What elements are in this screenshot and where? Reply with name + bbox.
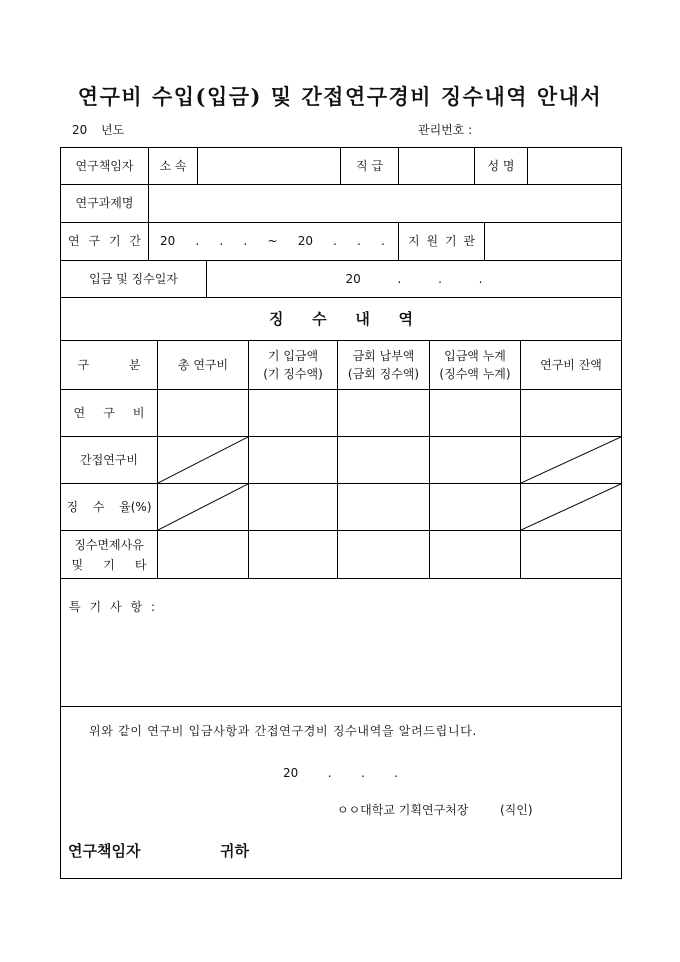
row-indirect-costs-label: 간접연구비 bbox=[80, 452, 138, 467]
table-cell bbox=[338, 484, 430, 531]
remarks-label: 특 기 사 항 : bbox=[69, 600, 155, 614]
researcher-label: 연구책임자 bbox=[75, 158, 134, 173]
table-cell bbox=[430, 484, 521, 531]
header-category: 구 분 bbox=[77, 357, 141, 372]
period-value-cell bbox=[149, 223, 399, 261]
row-collection-rate-label: 징 수 율(%) bbox=[66, 499, 152, 514]
form-table bbox=[60, 147, 622, 879]
section-title: 징 수 내 역 bbox=[269, 309, 413, 328]
table-cell-slashed bbox=[158, 437, 249, 484]
deposit-date-label: 입금 및 징수일자 bbox=[89, 271, 178, 286]
notice-message: 위와 같이 연구비 입금사항과 간접연구경비 징수내역을 알려드립니다. bbox=[89, 724, 478, 738]
affiliation-value-cell bbox=[198, 148, 341, 185]
table-cell bbox=[338, 437, 430, 484]
row-research-funds-label-cell bbox=[61, 390, 158, 437]
header-balance: 연구비 잔액 bbox=[540, 357, 602, 372]
section-title-cell bbox=[61, 298, 622, 341]
table-cell bbox=[249, 437, 338, 484]
affiliation-label: 소 속 bbox=[159, 158, 187, 173]
project-label-cell bbox=[61, 185, 149, 223]
header-cumulative-line1: 입금액 누계 bbox=[444, 349, 506, 363]
header-total: 총 연구비 bbox=[177, 357, 229, 372]
agency-label: 지 원 기 관 bbox=[408, 234, 475, 248]
header-cumulative-cell bbox=[430, 341, 521, 390]
year-prefix: 20 bbox=[72, 123, 88, 137]
row-exemption-line2: 및 기 타 bbox=[71, 557, 147, 572]
header-prior-line2: (기 징수액) bbox=[263, 367, 323, 381]
notice-seal: (직인) bbox=[500, 803, 533, 817]
header-cumulative-line2: (징수액 누계) bbox=[439, 367, 511, 381]
position-label: 직 급 bbox=[356, 158, 383, 173]
table-cell bbox=[249, 531, 338, 579]
management-number-label: 관리번호 : bbox=[418, 123, 473, 137]
row-indirect-costs-label-cell bbox=[61, 437, 158, 484]
notice-issuer: ㅇㅇ대학교 기획연구처장 bbox=[337, 803, 469, 817]
project-label: 연구과제명 bbox=[75, 196, 134, 210]
header-total-cell bbox=[158, 341, 249, 390]
header-prior-line1: 기 입금액 bbox=[267, 349, 319, 363]
year-suffix: 년도 bbox=[101, 123, 125, 137]
header-current-line2: (금회 징수액) bbox=[347, 367, 420, 381]
notice-recipient: 연구책임자 bbox=[68, 842, 141, 860]
table-cell bbox=[158, 390, 249, 437]
table-cell-slashed bbox=[521, 437, 622, 484]
period-label-cell bbox=[61, 223, 149, 261]
deposit-date-label-cell bbox=[61, 261, 207, 298]
agency-label-cell bbox=[399, 223, 485, 261]
table-cell bbox=[158, 531, 249, 579]
notice-date: 20 . . . bbox=[283, 766, 398, 780]
header-current-line1: 금회 납부액 bbox=[352, 349, 415, 363]
deposit-date-value-cell bbox=[207, 261, 622, 298]
table-cell bbox=[249, 390, 338, 437]
name-label: 성 명 bbox=[487, 158, 515, 173]
header-current-cell bbox=[338, 341, 430, 390]
table-cell bbox=[338, 390, 430, 437]
deposit-date-value: 20 . . . bbox=[345, 271, 483, 286]
diagonal-slash bbox=[158, 437, 248, 483]
table-cell bbox=[430, 531, 521, 579]
table-cell bbox=[249, 484, 338, 531]
notice-cell bbox=[61, 707, 622, 879]
remarks-cell bbox=[61, 579, 622, 707]
row-research-funds-label: 연 구 비 bbox=[73, 405, 145, 420]
table-cell bbox=[521, 531, 622, 579]
table-cell bbox=[521, 390, 622, 437]
name-label-cell bbox=[475, 148, 528, 185]
diagonal-slash bbox=[158, 484, 248, 530]
table-cell bbox=[430, 390, 521, 437]
name-value-cell bbox=[528, 148, 622, 185]
period-label: 연 구 기 간 bbox=[68, 234, 141, 248]
header-category-cell bbox=[61, 341, 158, 390]
row-exemption-line1: 징수면제사유 bbox=[74, 537, 144, 552]
affiliation-label-cell bbox=[149, 148, 198, 185]
diagonal-slash bbox=[521, 484, 621, 530]
header-prior-cell bbox=[249, 341, 338, 390]
notice-honorific: 귀하 bbox=[220, 842, 249, 860]
header-balance-cell bbox=[521, 341, 622, 390]
agency-value-cell bbox=[485, 223, 622, 261]
table-cell-slashed bbox=[521, 484, 622, 531]
period-value: 20 . . . ~ 20 . . . bbox=[160, 234, 385, 248]
row-exemption-label-cell bbox=[61, 531, 158, 579]
row-collection-rate-label-cell bbox=[61, 484, 158, 531]
position-label-cell bbox=[341, 148, 399, 185]
table-cell-slashed bbox=[158, 484, 249, 531]
project-value-cell bbox=[149, 185, 622, 223]
position-value-cell bbox=[399, 148, 475, 185]
document-title: 연구비 수입(입금) 및 간접연구경비 징수내역 안내서 bbox=[77, 84, 603, 109]
table-cell bbox=[430, 437, 521, 484]
researcher-label-cell bbox=[61, 148, 149, 185]
diagonal-slash bbox=[521, 437, 621, 483]
table-cell bbox=[338, 531, 430, 579]
